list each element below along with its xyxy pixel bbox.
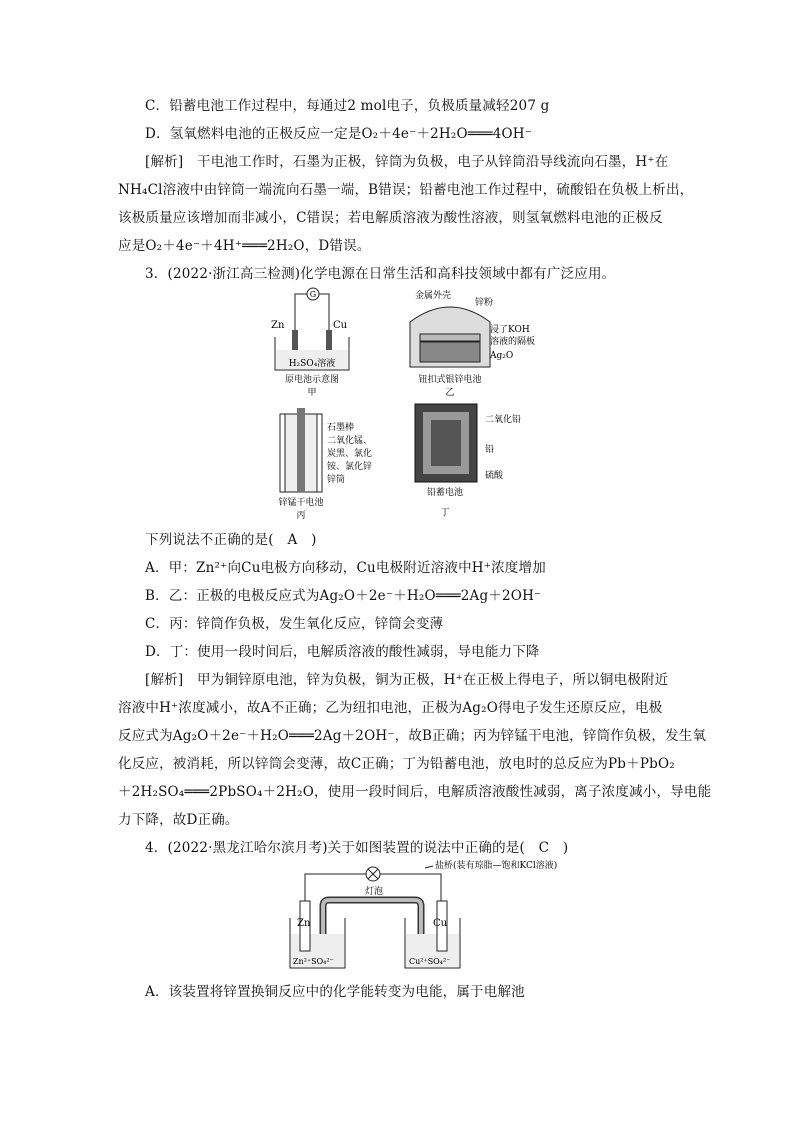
caption: 锌锰干电池 [278,498,324,508]
analysis-line: NH₄Cl溶液中由锌筒一端流向石墨一端，B错误；铅蓄电池工作过程中，硫酸铅在负极上析出， [118,182,694,198]
acid-label: 硫酸 [485,471,504,481]
zinc-can-label: 锌筒 [327,475,346,485]
cu-label: Cu [333,320,348,331]
zn-electrode-label: Zn [297,918,311,929]
caption: 铅蓄电池 [426,488,464,498]
option-c-line: C．铅蓄电池工作过程中，每通过2 mol电子，负极质量减轻207 g [145,98,550,114]
button-cell-diagram [410,289,535,398]
analysis-line: 溶液中H⁺浓度减小，故A不正确；乙为纽扣电池，正极为Ag₂O得电子发生还原反应，电极 [118,700,663,716]
shell-label: 金属外壳 [415,291,452,301]
graphite-label: 石墨棒 [327,423,355,433]
option-a: A．该装置将锌置换铜反应中的化学能转变为电能，属于电解池 [145,984,525,1000]
separator-label: 浸了KOH [490,325,530,335]
analysis-line: 应是O₂＋4e⁻＋4H⁺═══2H₂O，D错误。 [118,238,371,254]
lead-battery-diagram [415,404,521,518]
paste-label: 炭黑、氯化 [327,449,373,459]
pbo2-label: 二氧化铅 [485,415,522,425]
left-solution-label: Zn²⁺SO₄²⁻ [293,957,334,966]
option-c: C．丙：锌筒作负极，发生氧化反应，锌筒会变薄 [145,616,444,632]
paste-label: 铵、氯化锌 [327,462,373,472]
option-a: A．甲：Zn²⁺向Cu电极方向移动，Cu电极附近溶液中H⁺浓度增加 [145,560,546,576]
battery-figure [265,282,545,522]
caption: 钮扣式银锌电池 [418,375,482,385]
zinc-label: 锌粉 [475,298,494,308]
analysis-line: 该极质量应该增加而非减小，C错误；若电解质溶液为酸性溶液，则氢氧燃料电池的正极反 [118,210,663,226]
analysis-line: [解析] 干电池工作时，石墨为正极，锌筒为负极，电子从锌筒沿导线流向石墨，H⁺在 [145,154,669,170]
option-d: D．丁：使用一段时间后，电解质溶液的酸性减弱，导电能力下降 [145,644,540,660]
solution-label: H₂SO₄溶液 [288,359,336,369]
caption: 原电池示意图 [284,375,340,385]
fig-name: 丙 [296,511,306,521]
fig-name: 甲 [307,388,317,398]
dry-cell-diagram [278,408,372,521]
paste-label: 二氧化锰、 [327,436,373,446]
fig-name: 丁 [440,508,450,518]
cu-electrode-label: Cu [433,918,448,929]
ag2o-label: Ag₂O [490,351,514,361]
analysis-line: [解析] 甲为铜锌原电池，锌为负极，铜为正极，H⁺在正极上得电子，所以铜电极附近 [145,672,669,688]
galvanic-cell-diagram [271,288,349,398]
analysis-line: 力下降，故D正确。 [118,812,239,828]
salt-bridge-figure [285,856,558,976]
question-3-prompt: 下列说法不正确的是( A ) [145,532,317,548]
galvanometer-label: G [309,290,317,299]
fig-name: 乙 [445,388,455,398]
right-solution-label: Cu²⁺SO₄²⁻ [409,957,451,966]
bulb-label: 灯泡 [365,887,384,897]
option-d-line: D．氢氧燃料电池的正极反应一定是O₂＋4e⁻＋2H₂O═══4OH⁻ [145,126,533,142]
separator-label: 溶液的隔板 [490,337,536,347]
analysis-line: 反应式为Ag₂O＋2e⁻＋H₂O═══2Ag＋2OH⁻，故B正确；丙为锌锰干电池，锌筒作负极，发生氧 [118,728,707,744]
zn-label: Zn [271,320,285,331]
pb-label: 铅 [485,445,495,455]
salt-bridge-label: 盐桥(装有琼脂—饱和KCl溶液) [435,861,558,871]
analysis-line: 化反应，被消耗，所以锌筒会变薄，故C正确；丁为铅蓄电池，放电时的总反应为Pb＋PbO₂ [118,756,675,772]
question-3-stem: 3．(2022·浙江高三检测)化学电源在日常生活和高科技领域中都有广泛应用。 [145,266,616,282]
option-b: B．乙：正极的电极反应式为Ag₂O＋2e⁻＋H₂O═══2Ag＋2OH⁻ [145,588,542,604]
question-4-stem: 4．(2022·黑龙江哈尔滨月考)关于如图装置的说法中正确的是( C ) [145,840,569,856]
analysis-line: ＋2H₂SO₄═══2PbSO₄＋2H₂O，使用一段时间后，电解质溶液酸性减弱，离子浓度减小，导电能 [118,784,712,800]
